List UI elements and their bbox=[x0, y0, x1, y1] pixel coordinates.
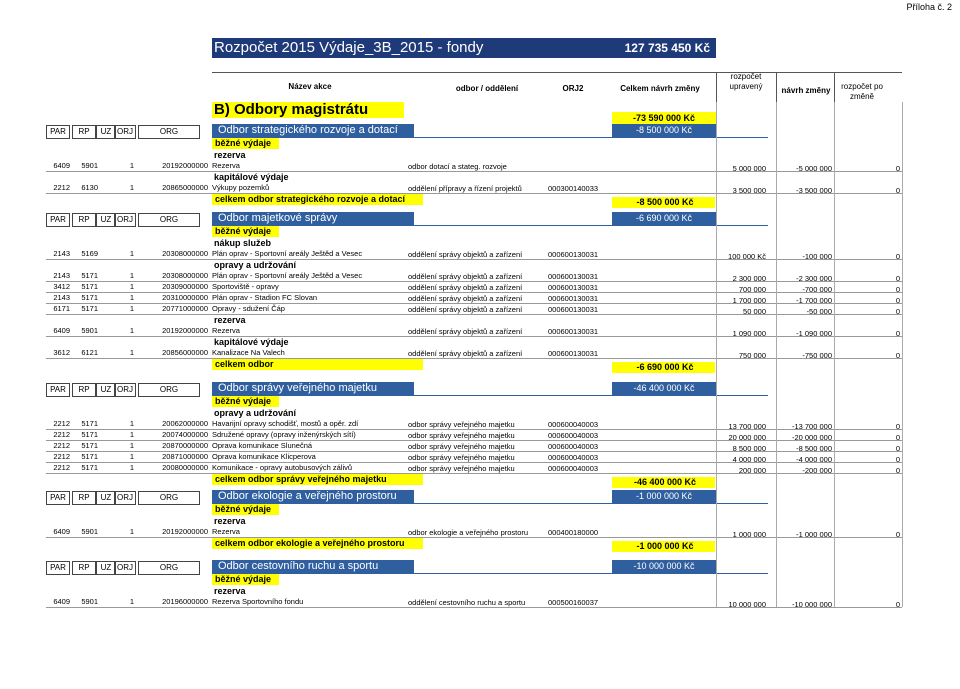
column-header-orj: ORJ bbox=[114, 125, 136, 139]
column-header-rp: RP bbox=[72, 125, 96, 139]
subtotal-label: běžné výdaje bbox=[212, 138, 279, 149]
cell-odbor: odbor ekologie a veřejného prostoru bbox=[408, 528, 529, 537]
cell-po-zmene: 0 bbox=[895, 252, 900, 261]
subtotal-label: celkem odbor ekologie a veřejného prostoru bbox=[212, 538, 423, 549]
cell-rp: 5171 bbox=[81, 463, 98, 472]
cell-zmena: -8 500 000 bbox=[796, 444, 832, 453]
section-total: -10 000 000 Kč bbox=[612, 560, 716, 573]
column-header-orj: ORJ bbox=[114, 213, 136, 227]
cell-rp: 6130 bbox=[81, 183, 98, 192]
subtotal-label: celkem odbor správy veřejného majetku bbox=[212, 474, 423, 485]
subtotal-label: celkem odbor bbox=[212, 359, 423, 370]
cell-par: 2143 bbox=[53, 249, 70, 258]
column-header-par: PAR bbox=[46, 491, 70, 505]
cell-odbor: oddělení správy objektů a zařízení bbox=[408, 272, 523, 281]
cell-orj2: 000300140033 bbox=[548, 184, 599, 193]
cell-zmena: -100 000 bbox=[802, 252, 832, 261]
cell-name: Rezerva bbox=[212, 161, 240, 170]
cell-orj2: 000600130031 bbox=[548, 250, 599, 259]
cell-orj2: 000600130031 bbox=[548, 283, 599, 292]
header-rozpocet-upraveny: rozpočet upravený bbox=[729, 72, 763, 91]
cell-odbor: oddělení cestovního ruchu a sportu bbox=[408, 598, 526, 607]
cell-name: Plán oprav - Sportovní areály Ještěd a Vesec bbox=[212, 271, 363, 280]
cell-odbor: oddělení správy objektů a zařízení bbox=[408, 283, 523, 292]
cell-par: 2143 bbox=[53, 293, 70, 302]
subtotal-value: -6 690 000 Kč bbox=[612, 362, 715, 373]
grid-vline bbox=[902, 102, 903, 607]
cell-orj2: 000600130031 bbox=[548, 349, 599, 358]
cell-po-zmene: 0 bbox=[895, 296, 900, 305]
cell-rp: 5901 bbox=[81, 597, 98, 606]
column-header-uz: UZ bbox=[96, 125, 116, 139]
cell-po-zmene: 0 bbox=[895, 444, 900, 453]
cell-upraveny: 20 000 000 bbox=[728, 433, 766, 442]
cell-zmena: -700 000 bbox=[802, 285, 832, 294]
cell-upraveny: 1 090 000 bbox=[732, 329, 766, 338]
cell-org: 20871000000 bbox=[162, 452, 208, 461]
cell-zmena: -200 000 bbox=[802, 466, 832, 475]
cell-par: 6409 bbox=[53, 326, 70, 335]
cell-rp: 6121 bbox=[81, 348, 98, 357]
cell-name: Sportoviště - opravy bbox=[212, 282, 279, 291]
cell-po-zmene: 0 bbox=[895, 422, 900, 431]
header-odbor: odbor / oddělení bbox=[455, 84, 519, 93]
category-label: nákup služeb bbox=[214, 238, 272, 248]
cell-par: 2212 bbox=[53, 452, 70, 461]
subtotal-label: běžné výdaje bbox=[212, 504, 279, 515]
cell-zmena: -2 300 000 bbox=[796, 274, 832, 283]
column-header-uz: UZ bbox=[96, 491, 116, 505]
cell-orj: 1 bbox=[129, 326, 134, 335]
main-heading: B) Odbory magistrátu bbox=[214, 101, 369, 118]
category-label: kapitálové výdaje bbox=[214, 172, 289, 182]
cell-rp: 5901 bbox=[81, 326, 98, 335]
subtotal-label: celkem odbor strategického rozvoje a dotací bbox=[212, 194, 423, 205]
column-header-org: ORG bbox=[138, 561, 200, 575]
subtotal-label: běžné výdaje bbox=[212, 396, 279, 407]
cell-po-zmene: 0 bbox=[895, 186, 900, 195]
cell-name: Oprava komunikace Klicperova bbox=[212, 452, 316, 461]
category-label: opravy a udržování bbox=[214, 408, 297, 418]
cell-rp: 5901 bbox=[81, 527, 98, 536]
cell-orj2: 000600040003 bbox=[548, 442, 599, 451]
section-line bbox=[212, 503, 768, 504]
annex-label: Příloha č. 2 bbox=[906, 2, 952, 12]
cell-par: 2212 bbox=[53, 430, 70, 439]
cell-po-zmene: 0 bbox=[895, 329, 900, 338]
cell-zmena: -750 000 bbox=[802, 351, 832, 360]
cell-orj: 1 bbox=[129, 348, 134, 357]
cell-po-zmene: 0 bbox=[895, 164, 900, 173]
category-label: opravy a udržování bbox=[214, 260, 297, 270]
cell-po-zmene: 0 bbox=[895, 530, 900, 539]
cell-name: Oprava komunikace Slunečná bbox=[212, 441, 313, 450]
subtotal-value: -46 400 000 Kč bbox=[612, 477, 715, 488]
column-header-rp: RP bbox=[72, 383, 96, 397]
cell-name: Plán oprav - Sportovní areály Ještěd a Vesec bbox=[212, 249, 363, 258]
section-line bbox=[212, 573, 768, 574]
cell-odbor: odbor dotací a stateg. rozvoje bbox=[408, 162, 507, 171]
section-total: -6 690 000 Kč bbox=[612, 212, 716, 225]
cell-upraveny: 4 000 000 bbox=[732, 455, 766, 464]
title-total: 127 735 450 Kč bbox=[624, 41, 710, 55]
cell-odbor: odbor správy veřejného majetku bbox=[408, 420, 515, 429]
section-title: Odbor majetkové správy bbox=[212, 212, 414, 225]
section-line bbox=[212, 137, 768, 138]
cell-orj: 1 bbox=[129, 282, 134, 291]
cell-orj2: 000600040003 bbox=[548, 420, 599, 429]
cell-zmena: -13 700 000 bbox=[791, 422, 832, 431]
cell-rp: 5171 bbox=[81, 441, 98, 450]
cell-orj: 1 bbox=[129, 249, 134, 258]
cell-po-zmene: 0 bbox=[895, 466, 900, 475]
subtotal-value: -8 500 000 Kč bbox=[612, 197, 715, 208]
cell-rp: 5171 bbox=[81, 430, 98, 439]
cell-orj: 1 bbox=[129, 183, 134, 192]
header-orj2: ORJ2 bbox=[562, 84, 584, 93]
cell-upraveny: 10 000 000 bbox=[728, 600, 766, 609]
cell-org: 20865000000 bbox=[162, 183, 208, 192]
cell-par: 3612 bbox=[53, 348, 70, 357]
cell-rp: 5901 bbox=[81, 161, 98, 170]
cell-orj: 1 bbox=[129, 597, 134, 606]
subtotal-label: běžné výdaje bbox=[212, 226, 279, 237]
header-navrh-zmeny: návrh změny bbox=[781, 86, 831, 95]
cell-name: Rezerva bbox=[212, 326, 240, 335]
cell-orj: 1 bbox=[129, 441, 134, 450]
column-header-rp: RP bbox=[72, 491, 96, 505]
cell-upraveny: 50 000 bbox=[743, 307, 766, 316]
category-label: rezerva bbox=[214, 516, 246, 526]
cell-upraveny: 8 500 000 bbox=[732, 444, 766, 453]
subtotal-value: -1 000 000 Kč bbox=[612, 541, 715, 552]
cell-name: Havarijní opravy schodišť, mostů a opěr. zdí bbox=[212, 419, 359, 428]
main-total-bar: -73 590 000 Kč bbox=[612, 112, 716, 124]
category-label: rezerva bbox=[214, 150, 246, 160]
header-nazev: Název akce bbox=[288, 82, 332, 91]
section-title: Odbor ekologie a veřejného prostoru bbox=[212, 490, 414, 503]
cell-org: 20310000000 bbox=[162, 293, 208, 302]
cell-rp: 5171 bbox=[81, 271, 98, 280]
cell-par: 6171 bbox=[53, 304, 70, 313]
cell-par: 2143 bbox=[53, 271, 70, 280]
cell-orj: 1 bbox=[129, 463, 134, 472]
cell-odbor: oddělení správy objektů a zařízení bbox=[408, 349, 523, 358]
cell-par: 2212 bbox=[53, 463, 70, 472]
cell-odbor: oddělení přípravy a řízení projektů bbox=[408, 184, 522, 193]
cell-par: 3412 bbox=[53, 282, 70, 291]
cell-zmena: -1 000 000 bbox=[796, 530, 832, 539]
cell-orj2: 000600040003 bbox=[548, 453, 599, 462]
grid-vline bbox=[776, 102, 777, 607]
category-label: kapitálové výdaje bbox=[214, 337, 289, 347]
cell-orj: 1 bbox=[129, 293, 134, 302]
cell-upraveny: 1 000 000 bbox=[732, 530, 766, 539]
cell-upraveny: 1 700 000 bbox=[732, 296, 766, 305]
cell-par: 2212 bbox=[53, 419, 70, 428]
cell-org: 20309000000 bbox=[162, 282, 208, 291]
cell-org: 20308000000 bbox=[162, 271, 208, 280]
grid-vline bbox=[834, 102, 835, 607]
cell-org: 20856000000 bbox=[162, 348, 208, 357]
column-header-par: PAR bbox=[46, 383, 70, 397]
cell-org: 20870000000 bbox=[162, 441, 208, 450]
column-header-par: PAR bbox=[46, 125, 70, 139]
cell-par: 2212 bbox=[53, 441, 70, 450]
cell-po-zmene: 0 bbox=[895, 455, 900, 464]
cell-org: 20062000000 bbox=[162, 419, 208, 428]
cell-upraveny: 3 500 000 bbox=[732, 186, 766, 195]
cell-orj: 1 bbox=[129, 419, 134, 428]
subtotal-label: běžné výdaje bbox=[212, 574, 279, 585]
cell-name: Výkupy pozemků bbox=[212, 183, 270, 192]
cell-po-zmene: 0 bbox=[895, 600, 900, 609]
cell-po-zmene: 0 bbox=[895, 274, 900, 283]
cell-org: 20771000000 bbox=[162, 304, 208, 313]
section-title: Odbor cestovního ruchu a sportu bbox=[212, 560, 414, 573]
cell-name: Plán oprav - Stadion FC Slovan bbox=[212, 293, 318, 302]
section-line bbox=[212, 225, 768, 226]
cell-orj2: 000600130031 bbox=[548, 327, 599, 336]
cell-upraveny: 700 000 bbox=[738, 285, 766, 294]
cell-rp: 5171 bbox=[81, 304, 98, 313]
column-header-rp: RP bbox=[72, 561, 96, 575]
column-header-org: ORG bbox=[138, 213, 200, 227]
column-header-uz: UZ bbox=[96, 383, 116, 397]
cell-par: 6409 bbox=[53, 527, 70, 536]
cell-zmena: -5 000 000 bbox=[796, 164, 832, 173]
cell-zmena: -20 000 000 bbox=[791, 433, 832, 442]
cell-org: 20192000000 bbox=[162, 527, 208, 536]
section-total: -46 400 000 Kč bbox=[612, 382, 716, 395]
cell-po-zmene: 0 bbox=[895, 307, 900, 316]
cell-rp: 5171 bbox=[81, 419, 98, 428]
cell-orj2: 000600130031 bbox=[548, 294, 599, 303]
cell-orj2: 000600040003 bbox=[548, 431, 599, 440]
header-rozpocet-po: rozpočet po změně bbox=[841, 82, 883, 101]
section-title: Odbor strategického rozvoje a dotací bbox=[212, 124, 414, 137]
cell-orj2: 000400180000 bbox=[548, 528, 599, 537]
cell-odbor: oddělení správy objektů a zařízení bbox=[408, 294, 523, 303]
main-heading-bar bbox=[212, 102, 404, 118]
cell-zmena: -50 000 bbox=[806, 307, 832, 316]
cell-zmena: -1 700 000 bbox=[796, 296, 832, 305]
column-header-orj: ORJ bbox=[114, 561, 136, 575]
column-header-uz: UZ bbox=[96, 213, 116, 227]
column-header-org: ORG bbox=[138, 383, 200, 397]
cell-odbor: odbor správy veřejného majetku bbox=[408, 464, 515, 473]
cell-odbor: oddělení správy objektů a zařízení bbox=[408, 250, 523, 259]
cell-zmena: -3 500 000 bbox=[796, 186, 832, 195]
section-total: -1 000 000 Kč bbox=[612, 490, 716, 503]
cell-org: 20192000000 bbox=[162, 326, 208, 335]
grid-vline bbox=[716, 102, 717, 607]
column-header-orj: ORJ bbox=[114, 491, 136, 505]
category-label: rezerva bbox=[214, 315, 246, 325]
cell-org: 20308000000 bbox=[162, 249, 208, 258]
cell-org: 20196000000 bbox=[162, 597, 208, 606]
cell-name: Kanalizace Na Valech bbox=[212, 348, 285, 357]
cell-name: Rezerva bbox=[212, 527, 240, 536]
cell-org: 20080000000 bbox=[162, 463, 208, 472]
cell-upraveny: 100 000 Kč bbox=[728, 252, 766, 261]
cell-zmena: -10 000 000 bbox=[791, 600, 832, 609]
page-title: Rozpočet 2015 Výdaje_3B_2015 - fondy bbox=[214, 39, 484, 56]
cell-po-zmene: 0 bbox=[895, 285, 900, 294]
cell-rp: 5169 bbox=[81, 249, 98, 258]
cell-orj: 1 bbox=[129, 304, 134, 313]
cell-orj: 1 bbox=[129, 430, 134, 439]
column-header-par: PAR bbox=[46, 561, 70, 575]
header-celkem: Celkem návrh změny bbox=[620, 84, 700, 93]
column-header-rp: RP bbox=[72, 213, 96, 227]
cell-par: 2212 bbox=[53, 183, 70, 192]
cell-orj: 1 bbox=[129, 271, 134, 280]
cell-orj2: 000600130031 bbox=[548, 305, 599, 314]
cell-po-zmene: 0 bbox=[895, 433, 900, 442]
cell-orj2 bbox=[548, 162, 604, 172]
cell-orj2: 000500160037 bbox=[548, 598, 599, 607]
cell-po-zmene: 0 bbox=[895, 351, 900, 360]
column-header-orj: ORJ bbox=[114, 383, 136, 397]
cell-org: 20074000000 bbox=[162, 430, 208, 439]
cell-par: 6409 bbox=[53, 161, 70, 170]
section-line bbox=[212, 395, 768, 396]
cell-odbor: odbor správy veřejného majetku bbox=[408, 453, 515, 462]
cell-upraveny: 200 000 bbox=[738, 466, 766, 475]
cell-orj: 1 bbox=[129, 527, 134, 536]
cell-upraveny: 2 300 000 bbox=[732, 274, 766, 283]
cell-upraveny: 13 700 000 bbox=[728, 422, 766, 431]
category-label: rezerva bbox=[214, 586, 246, 596]
section-total: -8 500 000 Kč bbox=[612, 124, 716, 137]
title-bar bbox=[212, 38, 716, 58]
cell-zmena: -1 090 000 bbox=[796, 329, 832, 338]
cell-upraveny: 5 000 000 bbox=[732, 164, 766, 173]
cell-odbor: oddělení správy objektů a zařízení bbox=[408, 305, 523, 314]
column-header-org: ORG bbox=[138, 125, 200, 139]
cell-orj: 1 bbox=[129, 452, 134, 461]
cell-odbor: odbor správy veřejného majetku bbox=[408, 442, 515, 451]
cell-upraveny: 750 000 bbox=[738, 351, 766, 360]
cell-org: 20192000000 bbox=[162, 161, 208, 170]
section-title: Odbor správy veřejného majetku bbox=[212, 382, 414, 395]
column-header-par: PAR bbox=[46, 213, 70, 227]
cell-zmena: -4 000 000 bbox=[796, 455, 832, 464]
cell-orj: 1 bbox=[129, 161, 134, 170]
cell-name: Rezerva Sportovního fondu bbox=[212, 597, 304, 606]
cell-name: Opravy - sdužení Čáp bbox=[212, 304, 285, 313]
cell-orj2: 000600040003 bbox=[548, 464, 599, 473]
column-header-uz: UZ bbox=[96, 561, 116, 575]
cell-odbor: odbor správy veřejného majetku bbox=[408, 431, 515, 440]
cell-name: Sdružené opravy (opravy inženýrských sítí) bbox=[212, 430, 356, 439]
cell-rp: 5171 bbox=[81, 452, 98, 461]
cell-par: 6409 bbox=[53, 597, 70, 606]
cell-odbor: oddělení správy objektů a zařízení bbox=[408, 327, 523, 336]
cell-name: Komunikace - opravy autobusových zálivů bbox=[212, 463, 353, 472]
cell-rp: 5171 bbox=[81, 282, 98, 291]
column-header-org: ORG bbox=[138, 491, 200, 505]
cell-rp: 5171 bbox=[81, 293, 98, 302]
cell-orj2: 000600130031 bbox=[548, 272, 599, 281]
